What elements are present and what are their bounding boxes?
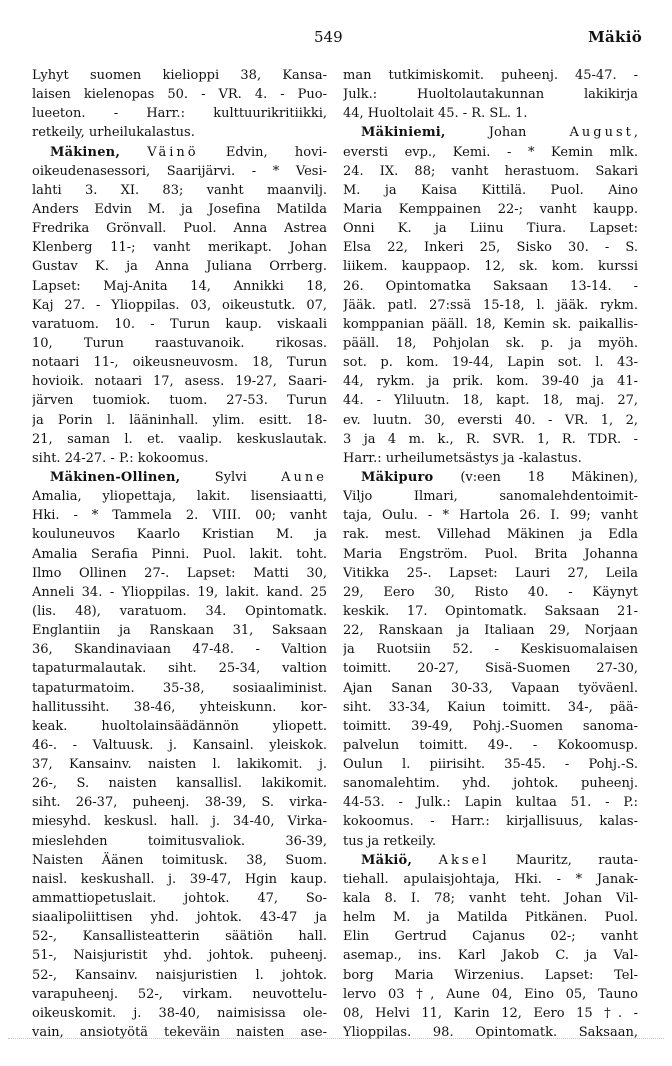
text-line: järven tuomiok. tuom. 27-53. Turun xyxy=(32,393,327,409)
text-line: lahti 3. XI. 83; vanht maanvilj. xyxy=(32,182,327,198)
text-line: varatuom. 10. - Turun kaup. viskaali xyxy=(32,316,327,332)
text-line: 24. IX. 88; vanht herastuom. Sakari xyxy=(343,163,638,179)
text-line: Elin Gertrud Cajanus 02-; vanht xyxy=(343,929,638,945)
text-line: Ylioppilas. 98. Opintomatk. Saksaan, xyxy=(343,1025,638,1041)
text-line: 44, Huoltolait 45. - R. SL. 1. xyxy=(343,106,528,122)
entry-heading-makipuro xyxy=(343,468,638,487)
text-line: palvelun toimitt. 49-. - Kokoomusp. xyxy=(343,737,638,753)
text-line: 52-, Kansallisteatterin säätiön hall. xyxy=(32,929,327,945)
text-line: 51-, Naisjuristit yhd. johtok. puheenj. xyxy=(32,948,327,964)
text-line: 44. - Yliluutn. 18, kapt. 18, maj. 27, xyxy=(343,393,638,409)
text-line: Elsa 22, Inkeri 25, Sisko 30. - S. xyxy=(343,240,638,256)
text-line: 08, Helvi 11, Karin 12, Eero 15 †. - xyxy=(343,1005,638,1021)
text-line: keskik. 17. Opintomatk. Saksaan 21- xyxy=(343,603,638,619)
text-line: kokoomus. - Harr.: kirjallisuus, kalas- xyxy=(343,814,638,830)
text-line: oikeuskomit. j. 38-40, naimisissa ole- xyxy=(32,1005,327,1021)
text-line: Amalia, yliopettaja, lakit. lisensiaatti, xyxy=(32,489,327,505)
text-line: tiehall. apulaisjohtaja, Hki. - * Janak- xyxy=(343,871,638,887)
text-line: Ajan Sanan 30-33, Vapaan työväenl. xyxy=(343,680,638,696)
text-line: 37, Kansainv. naisten l. lakikomit. j. xyxy=(32,757,327,773)
text-line: siht. 33-34, Kaiun toimitt. 34-, pää- xyxy=(343,699,638,715)
text-line: 46-. - Valtuusk. j. Kansainl. yleiskok. xyxy=(32,737,327,753)
text-line: helm M. ja Matilda Pitkänen. Puol. xyxy=(343,910,638,926)
footer-divider xyxy=(8,1038,664,1039)
text-line: lervo 03 †, Aune 04, Eino 05, Tauno xyxy=(343,986,638,1002)
entry-spaced-name: August xyxy=(569,125,634,141)
text-line: sot. p. kom. 19-44, Lapin sot. l. 43- xyxy=(343,355,638,371)
text-line: siaalipoliittisen yhd. johtok. 43-47 ja xyxy=(32,910,327,926)
entry-heading-rest: Mauritz, rauta- xyxy=(489,852,638,868)
text-line: Gustav K. ja Anna Juliana Orrberg. xyxy=(32,259,327,275)
text-line: komppanian pääll. 18, Kemin sk. paikallis- xyxy=(343,316,638,332)
text-line: (lis. 48), varatuom. 34. Opintomatk. xyxy=(32,603,327,619)
entry-heading-rest: Edvin, hovi- xyxy=(198,144,327,160)
text-line: Vitikka 25-. Lapset: Lauri 27, Leila xyxy=(343,565,638,581)
text-line: toimitt. 20-27, Sisä-Suomen 27-30, xyxy=(343,661,638,677)
text-line: Maria Engström. Puol. Brita Johanna xyxy=(343,546,638,562)
entry-heading-makinen-vaino xyxy=(32,143,327,162)
text-line: lueeton. - Harr.: kulttuurikritiikki, xyxy=(32,106,327,122)
text-line: tapaturmalautak. siht. 25-34, valtion xyxy=(32,661,327,677)
text-line: ja Ruotsiin 52. - Keskisuomalaisen xyxy=(343,642,638,658)
text-line: tapaturmatoim. 35-38, sosiaaliminist. xyxy=(32,680,327,696)
text-line: asemap., ins. Karl Jakob C. ja Val- xyxy=(343,948,638,964)
entry-heading-makinen-ollinen xyxy=(32,468,327,487)
text-line: siht. 24-27. - P.: kokoomus. xyxy=(32,450,209,466)
text-line: Klenberg 11-; vanht merikapt. Johan xyxy=(32,240,327,256)
text-line: Lyhyt suomen kielioppi 38, Kansa- xyxy=(32,68,327,83)
text-line: borg Maria Wirzenius. Lapset: Tel- xyxy=(343,967,638,983)
text-line: M. ja Kaisa Kittilä. Puol. Aino xyxy=(343,182,638,198)
text-line: Anneli 34. - Ylioppilas. 19, lakit. kand. 25 xyxy=(32,584,327,600)
text-line: laisen kielenopas 50. - VR. 4. - Puo- xyxy=(32,87,327,103)
text-line: Oulun l. piirisiht. 35-45. - Pohj.-S. xyxy=(343,757,638,773)
text-line: Maria Kemppainen 22-; vanht kaupp. xyxy=(343,201,638,217)
text-line: ja Porin l. lääninhall. ylim. esitt. 18- xyxy=(32,412,327,428)
text-line: tus ja retkeily. xyxy=(343,833,437,849)
text-line: Harr.: urheilumetsästys ja -kalastus. xyxy=(343,450,582,466)
entry-forename: Aksel xyxy=(438,852,490,868)
text-line: rak. mest. Villehad Mäkinen ja Edla xyxy=(343,527,638,543)
right-column xyxy=(343,66,638,1042)
text-line: 3 ja 4 m. k., R. SVR. 1, R. TDR. - xyxy=(343,431,638,447)
text-line: 44-53. - Julk.: Lapin kultaa 51. - P.: xyxy=(343,795,638,811)
entry-heading-rest: , xyxy=(633,125,638,141)
text-line: Amalia Serafia Pinni. Puol. lakit. toht. xyxy=(32,546,327,562)
entry-heading-rest: (v:een 18 Mäkinen), xyxy=(433,469,638,485)
text-line: Anders Edvin M. ja Josefina Matilda xyxy=(32,201,327,217)
text-line: vain, ansiotyötä tekeväin naisten ase- xyxy=(32,1025,327,1041)
text-line: Englantiin ja Ranskaan 31, Saksaan xyxy=(32,623,327,639)
text-line: 36, Skandinaviaan 47-48. - Valtion xyxy=(32,642,327,658)
text-line: 52-, Kansainv. naisjuristien l. johtok. xyxy=(32,967,327,983)
text-line: 26. Opintomatka Saksaan 13-14. - xyxy=(343,278,638,294)
entry-forename: Väinö xyxy=(147,144,199,160)
text-line: retkeily, urheilukalastus. xyxy=(32,125,195,141)
text-line: taja, Oulu. - * Hartola 26. I. 99; vanht xyxy=(343,508,638,524)
entry-name: Mäkipuro xyxy=(361,469,434,485)
text-line: Viljo Ilmari, sanomalehdentoimit- xyxy=(343,489,638,505)
text-line: ev. luutn. 30, eversti 40. - VR. 1, 2, xyxy=(343,412,638,428)
text-line: naisl. keskushall. j. 39-47, Hgin kaup. xyxy=(32,871,327,887)
entry-heading-makiniemi xyxy=(343,123,638,142)
text-line: liikem. kauppaop. 12, sk. kom. kurssi xyxy=(343,259,638,275)
text-line: Naisten Äänen toimitusk. 38, Suom. xyxy=(32,852,327,868)
text-line: hallitussiht. 38-46, yhteiskunn. kor- xyxy=(32,699,327,715)
running-head: Mäkiö xyxy=(588,28,642,46)
entry-name: Mäkinen-Ollinen, xyxy=(50,469,181,485)
text-line: kala 8. I. 78; vanht teht. Johan Vil- xyxy=(343,891,638,907)
text-line: keak. huoltolainsäädännön yliopett. xyxy=(32,718,327,734)
text-line: 29, Eero 30, Risto 40. - Käynyt xyxy=(343,584,638,600)
text-line: oikeudenasessori, Saarijärvi. - * Vesi- xyxy=(32,163,327,179)
text-line: Kaj 27. - Ylioppilas. 03, oikeustutk. 07, xyxy=(32,297,327,313)
text-line: hovioik. notaari 17, asess. 19-27, Saari- xyxy=(32,374,327,390)
entry-name: Mäkiniemi, xyxy=(361,125,446,141)
text-line: kouluneuvos Kaarlo Kristian M. ja xyxy=(32,527,327,543)
text-line: 21, saman l. et. vaalip. keskuslautak. xyxy=(32,431,327,447)
text-line: Lapset: Maj-Anita 14, Annikki 18, xyxy=(32,278,327,294)
text-line: 44, rykm. ja prik. kom. 39-40 ja 41- xyxy=(343,374,638,390)
text-line: notaari 11-, oikeusneuvosm. 18, Turun xyxy=(32,355,327,371)
text-line: 26-, S. naisten kansallisl. lakikomit. xyxy=(32,776,327,792)
entry-name: Mäkiö, xyxy=(361,852,413,868)
entry-heading-makio xyxy=(343,851,638,870)
entry-name: Mäkinen, xyxy=(50,144,121,160)
entry-forename: Johan xyxy=(445,125,570,141)
left-column xyxy=(32,66,327,1042)
text-line: man tutkimiskomit. puheenj. 45-47. - xyxy=(343,68,638,83)
text-line: toimitt. 39-49, Pohj.-Suomen sanoma- xyxy=(343,718,638,734)
text-line: Fredrika Grönvall. Puol. Anna Astrea xyxy=(32,221,327,237)
page-number: 549 xyxy=(314,28,343,46)
page-header xyxy=(0,28,672,50)
text-line: pääll. 18, Pohjolan sk. p. ja myöh. xyxy=(343,335,638,351)
text-line: miesyhd. keskusl. hall. j. 34-40, Virka- xyxy=(32,814,327,830)
text-line: ammattiopetuslait. johtok. 47, So- xyxy=(32,891,327,907)
text-line: sanomalehtim. yhd. johtok. puheenj. xyxy=(343,776,638,792)
text-line: 22, Ranskaan ja Italiaan 29, Norjaan xyxy=(343,623,638,639)
text-line: Julk.: Huoltolautakunnan lakikirja xyxy=(343,87,638,103)
text-line: Hki. - * Tammela 2. VIII. 00; vanht xyxy=(32,508,327,524)
text-line: mieslehden toimitusvaliok. 36-39, xyxy=(32,833,327,849)
text-line: eversti evp., Kemi. - * Kemin mlk. xyxy=(343,144,638,160)
text-line: 10, Turun raastuvanoik. rikosas. xyxy=(32,335,327,351)
text-line: Jääk. patl. 27:ssä 15-18, l. jääk. rykm. xyxy=(343,297,638,313)
entry-forename: Sylvi xyxy=(180,469,282,485)
text-line: Onni K. ja Liinu Tiura. Lapset: xyxy=(343,221,638,237)
text-line: siht. 26-37, puheenj. 38-39, S. virka- xyxy=(32,795,327,811)
text-line: varapuheenj. 52-, virkam. neuvottelu- xyxy=(32,986,327,1002)
entry-spaced-name: Aune xyxy=(281,469,327,485)
text-line: Ilmo Ollinen 27-. Lapset: Matti 30, xyxy=(32,565,327,581)
